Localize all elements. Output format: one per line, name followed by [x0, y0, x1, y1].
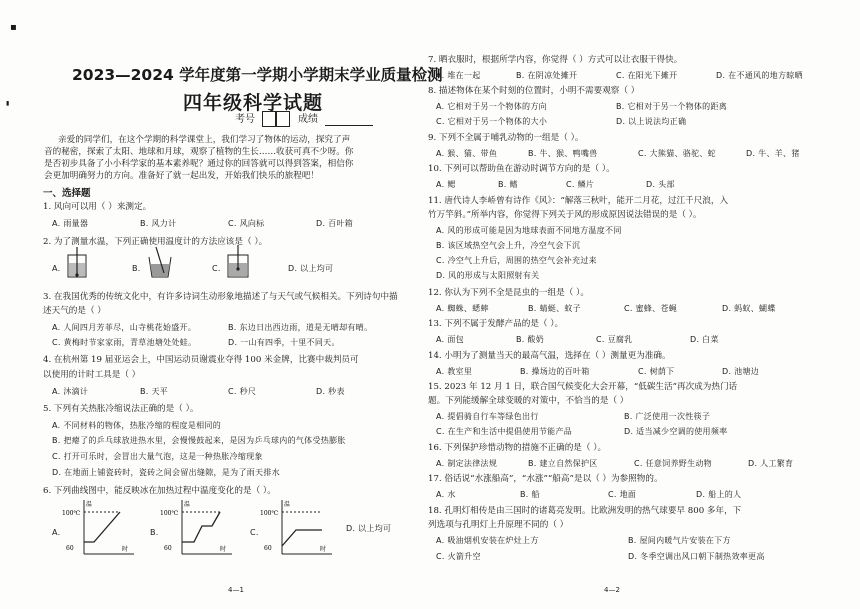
q10-option-b: B. 鳍: [498, 180, 518, 189]
q6-option-d: D. 以上均可: [346, 524, 392, 533]
q9-option-b: B. 牛、猴、鸭嘴兽: [528, 149, 598, 158]
svg-text:100℃: 100℃: [160, 510, 179, 517]
q1-option-a: A. 雨量器: [52, 219, 89, 228]
q10-option-c: C. 鳞片: [566, 180, 595, 189]
score-blank: [325, 125, 373, 126]
q2-option-b: B.: [132, 264, 141, 273]
q18-option-d: D. 冬季空调出风口朝下制热效率更高: [628, 552, 765, 561]
svg-text:100℃: 100℃: [260, 510, 279, 517]
q10-option-a: A. 鳃: [436, 180, 456, 189]
question-3-cont: 述天气的是（ ）: [43, 306, 106, 316]
question-15-cont: 题。下列能缓解全球变暖的对策中，不恰当的是（ ）: [428, 396, 629, 406]
q18-option-c: C. 火箭升空: [436, 552, 481, 561]
q2-option-a: A.: [52, 264, 61, 273]
exam-no-box-1: [262, 111, 276, 127]
q15-option-d: D. 适当减少空调的使用频率: [624, 427, 728, 436]
question-5: 5. 下列有关热胀冷缩说法正确的是（ ）。: [43, 404, 199, 414]
intro-line: 亲爱的同学们，在这个学期的科学课堂上，我们学习了物体的运动，探究了声: [58, 135, 351, 145]
exam-no-label: 考号: [235, 114, 255, 125]
svg-text:60: 60: [264, 545, 272, 552]
q11-option-d: D. 风的形成与太阳照射有关: [436, 271, 540, 280]
q8-option-d: D. 以上说法均正确: [616, 117, 687, 126]
q2-option-c: C.: [212, 264, 221, 273]
svg-text:温: 温: [86, 501, 93, 508]
q7-option-a: A. 堆在一起: [436, 71, 481, 80]
question-7: 7. 晒衣服时，根据所学内容，你觉得（ ）方式可以让衣服干得快。: [428, 55, 683, 65]
intro-line: 会更加明确努力的方向。准备好了就一起出发，开始我们快乐的旅程吧！: [44, 171, 320, 181]
temperature-graph-b: [160, 498, 232, 556]
page-title: 2023—2024 学年度第一学期小学期末学业质量检测: [72, 66, 443, 84]
question-11-cont: 竹万竿斜。”所举内容，你觉得下列关于风的形成原因说法错误的是（ ）。: [428, 210, 702, 220]
svg-text:时: 时: [220, 546, 227, 553]
q5-option-a: A. 不同材料的物体，热胀冷缩的程度是相同的: [52, 421, 222, 430]
q12-option-a: A. 蜘蛛、蟋蟀: [436, 304, 489, 313]
question-18-cont: 列选项与孔明灯上升原理不同的（ ）: [428, 520, 569, 530]
q1-option-c: C. 风向标: [228, 219, 265, 228]
question-10: 10. 下列可以帮助鱼在游动时调节方向的是（ ）。: [428, 164, 615, 174]
question-13: 13. 下列不属于发酵产品的是（ ）。: [428, 319, 564, 329]
question-4: 4. 在杭州第 19 届亚运会上，中国运动员谢震业夺得 100 米金牌，比赛中裁判员可: [43, 355, 359, 365]
page-number-left: 4—1: [228, 586, 244, 594]
q14-option-b: B. 操场边的百叶箱: [520, 367, 590, 376]
q16-option-d: D. 人工繁育: [748, 459, 794, 468]
q11-option-a: A. 风的形成可能是因为地球表面不同地方温度不同: [436, 226, 622, 235]
q3-option-b: B. 东边日出西边雨，道是无晴却有晴。: [228, 323, 373, 332]
svg-text:时: 时: [122, 546, 129, 553]
q14-option-c: C. 树荫下: [638, 367, 675, 376]
q11-option-b: B. 该区域热空气会上升，冷空气会下沉: [436, 241, 581, 250]
score-label: 成绩: [298, 114, 318, 125]
question-2: 2. 为了测量水温，下列正确使用温度计的方法应该是（ ）。: [43, 237, 268, 247]
q12-option-b: B. 蜻蜓、蚊子: [528, 304, 581, 313]
question-9: 9. 下列不全属于哺乳动物的一组是（ ）。: [428, 133, 584, 143]
q13-option-c: C. 豆腐乳: [596, 335, 633, 344]
question-6: 6. 下列曲线图中，能反映冰在加热过程中温度变化的是（ ）。: [43, 486, 276, 496]
section-heading: 一、选择题: [43, 188, 91, 199]
svg-text:100℃: 100℃: [62, 510, 81, 517]
q14-option-a: A. 教室里: [436, 367, 473, 376]
question-14: 14. 小明为了测量当天的最高气温，选择在（ ）测量更为准确。: [428, 351, 671, 361]
svg-text:60: 60: [66, 545, 74, 552]
q8-option-c: C. 它相对于另一个物体的大小: [436, 117, 548, 126]
q18-option-a: A. 吸油烟机安装在炉灶上方: [436, 536, 539, 545]
corner-mark: ▪: [10, 22, 17, 33]
q1-option-b: B. 风力计: [140, 219, 177, 228]
question-3: 3. 在我国优秀的传统文化中，有许多诗词生动形象地描述了与天气或气候相关。下列诗句中描: [43, 292, 398, 302]
q18-option-b: B. 屋间内暖气片安装在下方: [628, 536, 731, 545]
q1-option-d: D. 百叶箱: [316, 219, 354, 228]
question-17: 17. 俗话说“水涨船高”，“水涨”“船高”是以（ ）为参照物的。: [428, 474, 663, 484]
svg-text:时: 时: [320, 546, 327, 553]
q13-option-b: B. 酸奶: [516, 335, 545, 344]
q6-option-a: A.: [52, 528, 61, 537]
temperature-graph-c: [260, 498, 332, 556]
question-18: 18. 孔明灯相传是由三国时的诸葛亮发明。比欧洲发明的热气球要早 800 多年，下: [428, 506, 742, 516]
question-8: 8. 描述物体在某个时刻的位置时，小明不需要观察（ ）: [428, 86, 640, 96]
page-number-right: 4—2: [604, 586, 620, 594]
q9-option-d: D. 牛、羊、猪: [746, 149, 800, 158]
question-16: 16. 下列保护珍惜动物的措施不正确的是（ ）。: [428, 443, 607, 453]
svg-text:60: 60: [164, 545, 172, 552]
beaker-thermometer-icon-c: [226, 245, 252, 279]
q17-option-d: D. 船上的人: [696, 490, 742, 499]
q4-option-d: D. 秒表: [316, 387, 345, 396]
q10-option-d: D. 头部: [646, 180, 675, 189]
q8-option-b: B. 它相对于另一个物体的距离: [616, 102, 728, 111]
q5-option-b: B. 把瘪了的乒乓球放进热水里，会慢慢鼓起来，是因为乒乓球内的气体受热膨胀: [52, 436, 346, 445]
q5-option-d: D. 在地面上铺瓷砖时，瓷砖之间会留出缝隙，是为了雨天排水: [52, 468, 280, 477]
q15-option-b: B. 广泛使用一次性筷子: [624, 412, 711, 421]
exam-no-box-2: [276, 111, 290, 127]
q7-option-b: B. 在阴凉处摊开: [516, 71, 578, 80]
q15-option-c: C. 在生产和生活中提倡使用节能产品: [436, 427, 573, 436]
q11-option-c: C. 冷空气上升后，周围的热空气会补充过来: [436, 256, 597, 265]
q16-option-c: C. 任意饲养野生动物: [634, 459, 712, 468]
q15-option-a: A. 提倡骑自行车等绿色出行: [436, 412, 539, 421]
q8-option-a: A. 它相对于另一个物体的方向: [436, 102, 547, 111]
q13-option-d: D. 白菜: [690, 335, 719, 344]
q5-option-c: C. 打开可乐时，会冒出大量气泡，这是一种热胀冷缩现象: [52, 452, 263, 461]
q3-option-a: A. 人间四月芳菲尽，山寺桃花始盛开。: [52, 323, 197, 332]
svg-text:温: 温: [284, 501, 291, 508]
question-4-cont: 以使用的计时工具是（ ）: [43, 370, 141, 380]
q16-option-b: B. 建立自然保护区: [528, 459, 598, 468]
intro-line: 音的秘密，探索了太阳、地球和月球，观察了植物的生长……收获可真不少呀。你: [44, 147, 354, 157]
q12-option-d: D. 蚂蚁、蝴蝶: [722, 304, 776, 313]
beaker-thermometer-icon-b: [146, 247, 174, 279]
intro-line: 是否初步具备了小小科学家的基本素养呢？通过你的回答就可以得到答案，相信你: [44, 159, 354, 169]
question-1: 1. 风向可以用（ ）来测定。: [43, 202, 152, 212]
q2-option-d: D. 以上均可: [288, 264, 334, 273]
q3-option-d: D. 一山有四季，十里不同天。: [228, 338, 340, 347]
margin-dot: ▮: [6, 100, 10, 107]
question-15: 15. 2023 年 12 月 1 日，联合国气候变化大会开幕，“低碳生活”再次成为热门话: [428, 382, 738, 392]
q7-option-d: D. 在不通风的地方晾晒: [716, 71, 803, 80]
q4-option-b: B. 天平: [140, 387, 169, 396]
q17-option-c: C. 地面: [608, 490, 637, 499]
svg-text:温: 温: [184, 501, 191, 508]
q17-option-a: A. 水: [436, 490, 456, 499]
q4-option-c: C. 秒尺: [228, 387, 257, 396]
q3-option-c: C. 黄梅时节家家雨，青草池塘处处蛙。: [52, 338, 197, 347]
q4-option-a: A. 沐滴计: [52, 387, 89, 396]
q6-option-c: C.: [250, 528, 259, 537]
q17-option-b: B. 船: [520, 490, 540, 499]
q6-option-b: B.: [150, 528, 159, 537]
q13-option-a: A. 面包: [436, 335, 464, 344]
q12-option-c: C. 蜜蜂、苍蝇: [624, 304, 678, 313]
q16-option-a: A. 制定法律法规: [436, 459, 498, 468]
question-12: 12. 你认为下列不全是昆虫的一组是（ ）。: [428, 288, 589, 298]
q9-option-a: A. 猴、猫、带鱼: [436, 149, 498, 158]
q9-option-c: C. 大熊猫、骆驼、蛇: [638, 149, 716, 158]
question-11: 11. 唐代诗人李峤曾有诗作《风》：“解落三秋叶，能开二月花，过江千尺浪，入: [428, 196, 729, 206]
page-subtitle: 四年级科学试题: [183, 92, 324, 114]
q7-option-c: C. 在阳光下摊开: [616, 71, 678, 80]
q14-option-d: D. 池塘边: [722, 367, 760, 376]
temperature-graph-a: [62, 498, 134, 556]
beaker-thermometer-icon-a: [66, 247, 90, 279]
